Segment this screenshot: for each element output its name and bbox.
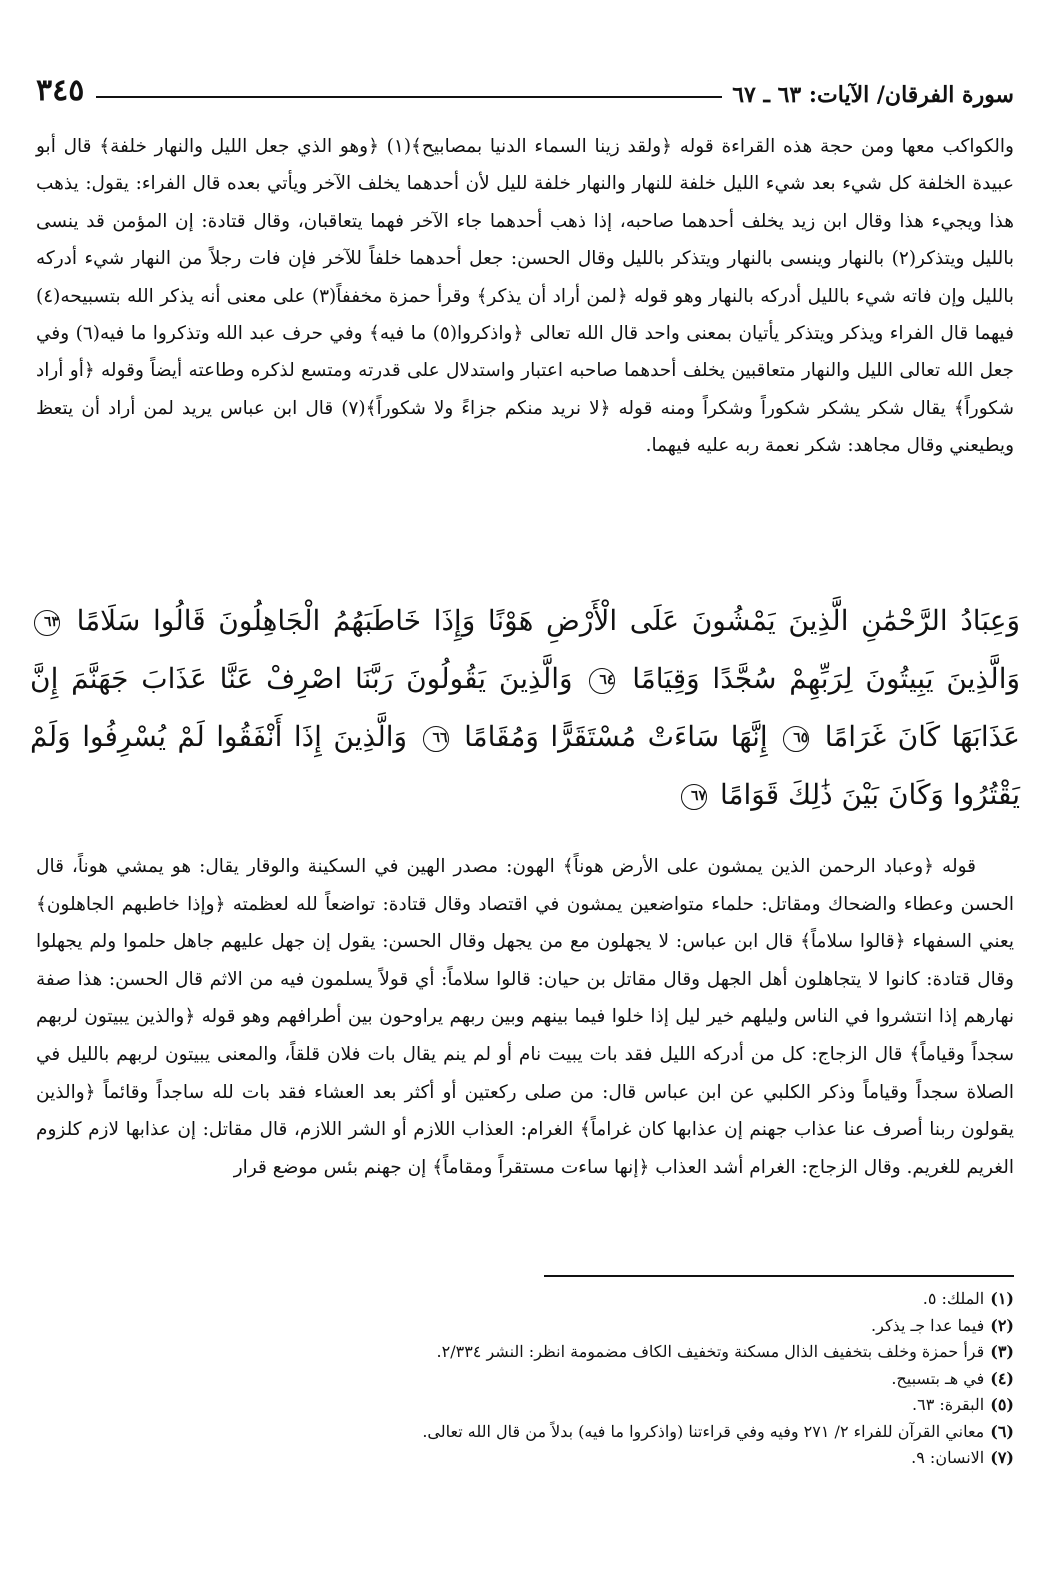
footnote-number: (٤) [990, 1368, 1014, 1388]
header-rule [96, 96, 722, 98]
page-number: ٣٤٥ [36, 73, 85, 108]
footnote-item [36, 1419, 1014, 1446]
ayah-marker-67: ٦٧ [681, 784, 707, 810]
commentary-top [36, 128, 1014, 465]
footnote-divider [544, 1275, 1014, 1277]
quran-verses [30, 592, 1020, 824]
footnote-item [36, 1366, 1014, 1393]
ayah-marker-63: ٦٣ [34, 610, 60, 636]
footnote-item [36, 1286, 1014, 1313]
footnote-text: الانسان: ٩. [911, 1448, 985, 1467]
ayah-marker-66: ٦٦ [423, 726, 449, 752]
footnote-item [36, 1339, 1014, 1366]
footnote-number: (٥) [990, 1395, 1014, 1414]
footnotes [36, 1286, 1014, 1472]
footnote-number: (١) [990, 1289, 1014, 1308]
footnote-text: فيما عدا جـ يذكر. [871, 1315, 985, 1335]
ayah-65-text: وَالَّذِينَ يَقُولُونَ رَبَّنَا اصْرِفْ عَنَّا عَذَابَ جَهَنَّمَ إِنَّ عَذَابَهَا كَانَ غَرَامًا [30, 662, 1021, 753]
footnote-text: في هـ بتسبيح. [891, 1368, 985, 1388]
footnote-text: معاني القرآن للفراء ٢/ ٢٧١ وفيه وفي قراءتنا (واذكروا ما فيه) بدلاً من قال الله تعالى. [422, 1421, 985, 1441]
ayah-67-text: وَالَّذِينَ إِذَا أَنْفَقُوا لَمْ يُسْرِفُوا وَلَمْ يَقْتُرُوا وَكَانَ بَيْنَ ذَٰلِكَ قَوَامًا [30, 720, 1020, 811]
footnote-number: (٣) [990, 1342, 1014, 1361]
ayah-marker-65: ٦٥ [783, 726, 809, 752]
header-title: سورة الفرقان/ الآيات: ٦٣ ـ ٦٧ [732, 82, 1014, 108]
commentary-paragraph: والكواكب معها ومن حجة هذه القراءة قوله ﴿ولقد زينا السماء الدنيا بمصابيح﴾(١) ﴿وهو الذي جعل الليل والنهار خلفة﴾ قال أبو عبيدة الخلفة كل شيء بعد شيء الليل خلفة للنهار والنهار خلفة لليل لأن أحدهما يخلف الآخر ويأتي بعده قال الفراء: يقول: يذهب هذا ويجيء هذا وقال ابن زيد يخلف أحدهما صاحبه، إذا ذهب أحدهما جاء الآخر فهما يتعاقبان، وقال قتادة: إن المؤمن قد ينسى بالليل ويتذكر(٢) بالنهار وينسى بالنهار ويتذكر بالليل وقال الحسن: جعل أحدهما خلفاً للآخر فإن فات رجلاً من النهار شيء أدركه بالليل وإن فاته شيء بالليل أدركه بالنهار وهو قوله ﴿لمن أراد أن يذكر﴾ وقرأ حمزة مخففاً(٣) على معنى أنه يذكر الله بتسبيحه(٤) فيهما قال الفراء ويذكر ويتذكر يأتيان بمعنى واحد قال الله تعالى ﴿واذكروا(٥) ما فيه﴾ وفي حرف عبد الله وتذكروا ما فيه(٦) وفي جعل الله تعالى الليل والنهار متعاقبين يخلف أحدهما صاحبه اعتبار واستدلال على قدرته ومتسع لذكره وطاعته أيضاً وقوله ﴿أو أراد شكوراً﴾ يقال شكر يشكر شكوراً وشكراً ومنه قوله ﴿لا نريد منكم جزاءً ولا شكوراً﴾(٧) قال ابن عباس يريد لمن أراد أن يتعظ ويطيعني وقال مجاهد: شكر نعمة ربه عليه فيهما. [36, 136, 1015, 457]
running-header [36, 62, 1014, 108]
footnote-number: (٢) [990, 1315, 1014, 1335]
footnote-item [36, 1445, 1014, 1472]
ayah-63-text: وَعِبَادُ الرَّحْمَٰنِ الَّذِينَ يَمْشُونَ عَلَى الْأَرْضِ هَوْنًا وَإِذَا خَاطَبَهُمُ الْجَاهِلُونَ قَالُوا سَلَامًا [76, 604, 1020, 637]
footnote-number: (٦) [990, 1421, 1014, 1441]
footnote-text: الملك: ٥. [922, 1289, 985, 1308]
footnote-item [36, 1392, 1014, 1419]
ayah-66-text: إِنَّهَا سَاءَتْ مُسْتَقَرًّا وَمُقَامًا [464, 720, 768, 753]
ayah-64-text: وَالَّذِينَ يَبِيتُونَ لِرَبِّهِمْ سُجَّدًا وَقِيَامًا [632, 662, 1020, 695]
tafsir-section [36, 848, 1014, 1186]
footnote-number: (٧) [990, 1448, 1014, 1467]
footnote-text: البقرة: ٦٣. [912, 1395, 985, 1414]
footnote-text: قرأ حمزة وخلف بتخفيف الذال مسكنة وتخفيف الكاف مضمومة انظر: النشر ٢/٣٣٤. [436, 1342, 985, 1361]
tafsir-paragraph: قوله ﴿وعباد الرحمن الذين يمشون على الأرض هوناً﴾ الهون: مصدر الهين في السكينة والوقار يقال: هو يمشي هوناً، قال الحسن وعطاء والضحاك ومقاتل: حلماء متواضعين يمشون في اقتصاد وقال قتادة: تواضعاً لله لعظمته ﴿وإذا خاطبهم الجاهلون﴾ يعني السفهاء ﴿قالوا سلاماً﴾ قال ابن عباس: لا يجهلون مع من يجهل وقال الحسن: يقول إن جهل عليهم جاهل حلموا ولم يجهلوا وقال قتادة: كانوا لا يتجاهلون أهل الجهل وقال مقاتل بن حيان: قالوا سلاماً: أي قولاً يسلمون فيه من الاثم قال الحسن: هذا صفة نهارهم إذا انتشروا في الناس وليلهم خير ليل إذا خلوا فيما بينهم وبين ربهم يراوحون بين أطرافهم وهو قوله ﴿والذين يبيتون لربهم سجداً وقياماً﴾ قال الزجاج: كل من أدركه الليل فقد بات يبيت نام أو لم ينم يقال بات فلان قلقاً، والمعنى يبيتون لربهم بالليل في الصلاة سجداً وقياماً وذكر الكلبي عن ابن عباس قال: من صلى ركعتين أو أكثر بعد العشاء فقد بات لله ساجداً وقائماً ﴿والذين يقولون ربنا أصرف عنا عذاب جهنم إن عذابها كان غراماً﴾ الغرام: العذاب اللازم أو الشر اللازم، قال مقاتل: إن عذابها لازم كلزوم الغريم للغريم. وقال الزجاج: الغرام أشد العذاب ﴿إنها ساءت مستقراً ومقاماً﴾ إن جهنم بئس موضع قرار [36, 856, 1014, 1178]
footnote-item [36, 1313, 1014, 1340]
ayah-marker-64: ٦٤ [589, 668, 615, 694]
